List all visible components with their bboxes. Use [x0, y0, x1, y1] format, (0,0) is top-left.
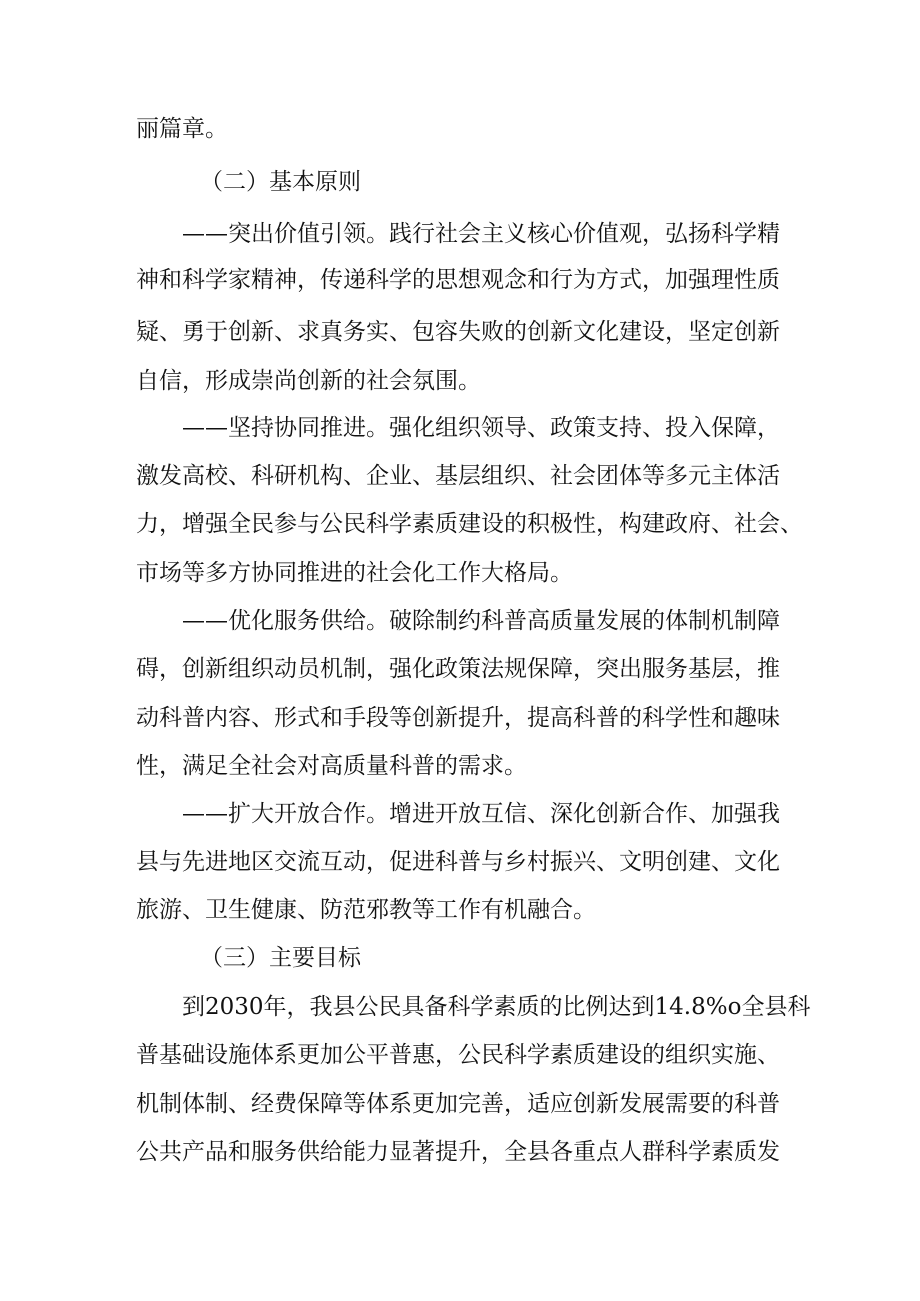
text-line: ——突出价值引领。践行社会主义核心价值观，弘扬科学精 — [182, 221, 780, 247]
section-heading: （三）主要目标 — [200, 945, 361, 971]
text-line: 疑、勇于创新、求真务实、包容失败的创新文化建设，坚定创新 — [136, 319, 780, 345]
text-line: 旅游、卫生健康、防范邪教等工作有机融合。 — [136, 897, 596, 923]
text-line: 自信，形成崇尚创新的社会氛围。 — [136, 368, 481, 394]
text-line: 性，满足全社会对高质量科普的需求。 — [136, 753, 527, 779]
text-line: 激发高校、科研机构、企业、基层组织、社会团体等多元主体活 — [136, 463, 780, 489]
text-line: 市场等多方协同推进的社会化工作大格局。 — [136, 560, 573, 586]
text-line: 普基础设施体系更加公平普惠，公民科学素质建设的组织实施、 — [136, 1042, 780, 1068]
text-line: 力，增强全民参与公民科学素质建设的积极性，构建政府、社会、 — [136, 511, 803, 537]
text-line: ——坚持协同推进。强化组织领导、政策支持、投入保障， — [182, 415, 780, 441]
text-line: 机制体制、经费保障等体系更加完善，适应创新发展需要的科普 — [136, 1091, 780, 1117]
section-heading: （二）基本原则 — [200, 169, 361, 195]
text-line: 到2030年，我县公民具备科学素质的比例达到14.8%o全县科 — [182, 994, 811, 1020]
text-line: 神和科学家精神，传递科学的思想观念和行为方式，加强理性质 — [136, 267, 780, 293]
text-line: 公共产品和服务供给能力显著提升，全县各重点人群科学素质发 — [136, 1139, 780, 1165]
text-line: 县与先进地区交流互动，促进科普与乡村振兴、文明创建、文化 — [136, 849, 780, 875]
text-line: 动科普内容、形式和手段等创新提升，提高科普的科学性和趣味 — [136, 705, 780, 731]
text-line: ——优化服务供给。破除制约科普高质量发展的体制机制障 — [182, 608, 780, 634]
text-line: 碍，创新组织动员机制，强化政策法规保障，突出服务基层，推 — [136, 656, 780, 682]
text-line: ——扩大开放合作。增进开放互信、深化创新合作、加强我 — [182, 801, 780, 827]
text-line: 丽篇章。 — [136, 116, 228, 142]
